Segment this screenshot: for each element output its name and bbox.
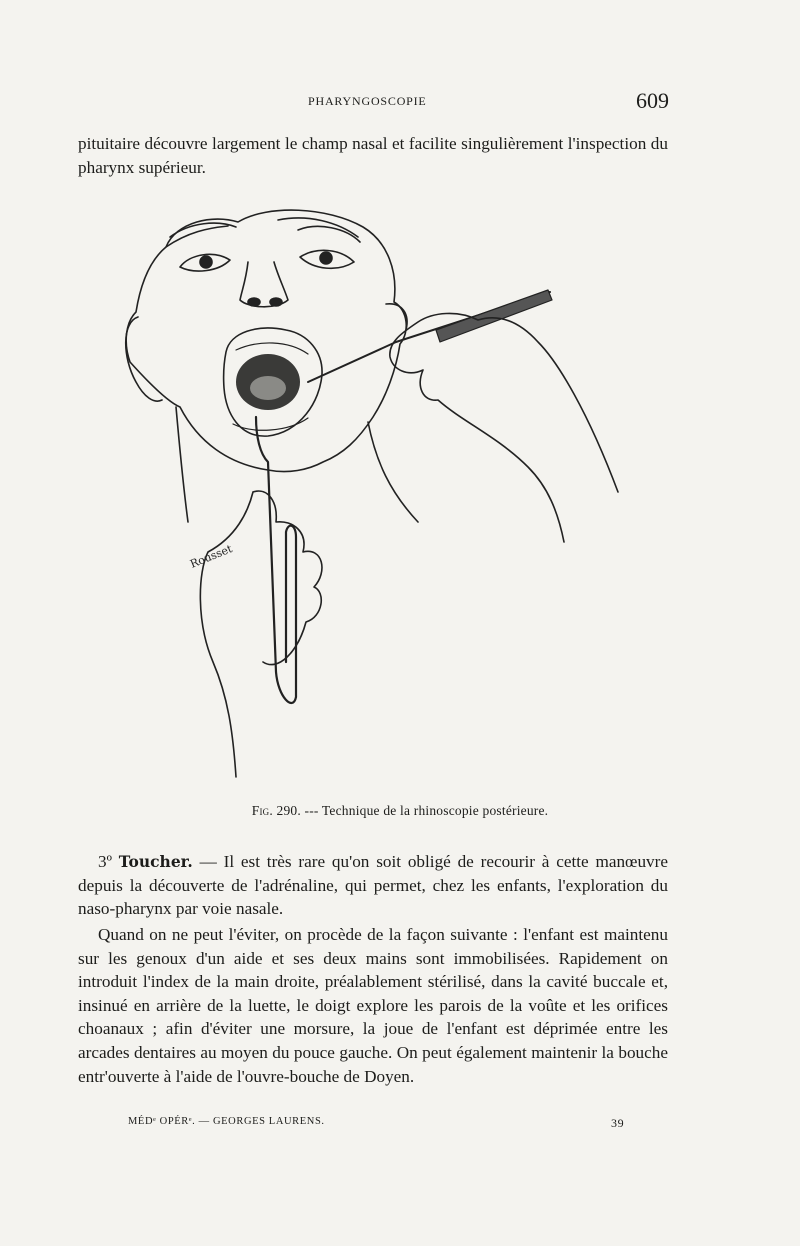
signature-mark: 39 — [611, 1116, 625, 1130]
running-title: PHARYNGOSCOPIE — [308, 94, 427, 108]
head-outline — [126, 210, 406, 471]
right-eyebrow — [298, 226, 360, 242]
section-number: 3º — [98, 852, 112, 871]
page-footer — [0, 1116, 800, 1132]
right-ear — [386, 304, 407, 330]
section-paragraph — [78, 850, 668, 921]
figure-illustration — [118, 192, 628, 782]
page-number: 609 — [636, 88, 669, 113]
lower-hand — [200, 491, 322, 777]
tongue-depressor — [256, 417, 296, 703]
figure-label: Fig. 290. — [251, 803, 301, 818]
body-paragraph: Quand on ne peut l'éviter, on procède de la façon suivante : l'enfant est maintenu sur les genoux d'un aide et ses deux mains sont immobilisées. Rapidement on introduit l'index de la main droite, préalablement stérilisé, dans la cavité buccale et, insinué en arrière de la luette, le doigt explore les parois de la voûte et les orifices choanaux ; afin d'éviter une morsure, la joue de l'enfant est déprimée entre les arcades dentaires au moyen du pouce gauche. On peut également maintenir la bouche entr'ouverte à l'aide de l'ouvre-bouche de Doyen. — [78, 925, 668, 1086]
figure-caption — [0, 803, 800, 819]
engraver-signature: Rousset — [188, 542, 235, 571]
running-head — [0, 88, 800, 114]
intro-paragraph: pituitaire découvre largement le champ nasal et facilite singulièrement l'inspection du pharynx supérieur. — [78, 134, 668, 177]
footer-book-title: MÉDᵉ OPÉRᵉ. — GEORGES LAURENS. — [128, 1116, 325, 1127]
right-hand — [390, 313, 618, 542]
section-title: Toucher. — [118, 852, 193, 871]
rhinoscopy-engraving — [118, 192, 628, 782]
figure-caption-text: --- Technique de la rhinoscopie postérieure. — [300, 803, 549, 818]
section-text: — Il est très rare qu'on soit obligé de recourir à cette manœuvre depuis la découverte de l'adrénaline, qui permet, chez les enfants, l'exploration du naso-pharynx par voie nasale. — [78, 852, 669, 919]
